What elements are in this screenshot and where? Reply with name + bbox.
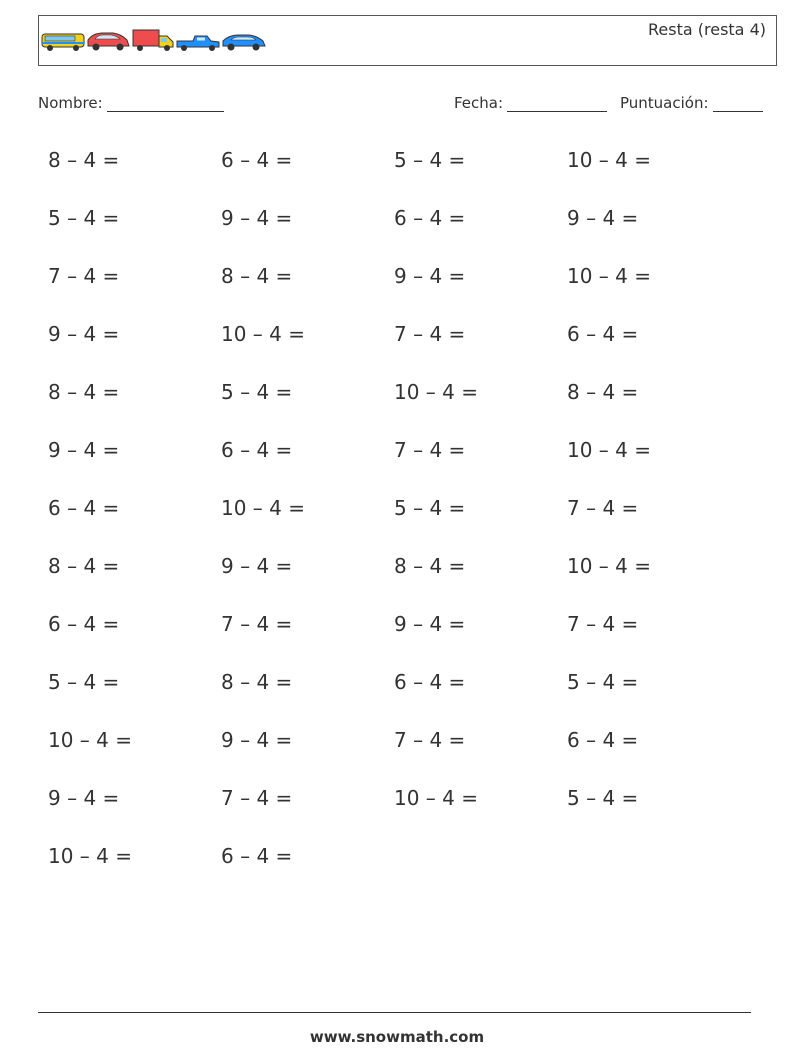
problem-item: 7 – 4 = xyxy=(394,728,466,752)
problem-item: 10 – 4 = xyxy=(221,496,306,520)
problem-item: 5 – 4 = xyxy=(221,380,293,404)
problem-item: 5 – 4 = xyxy=(394,496,466,520)
problem-item: 6 – 4 = xyxy=(221,438,293,462)
problem-item: 5 – 4 = xyxy=(48,206,120,230)
problem-item: 9 – 4 = xyxy=(221,554,293,578)
problem-item: 7 – 4 = xyxy=(567,496,639,520)
worksheet-header xyxy=(38,15,777,66)
problem-item: 10 – 4 = xyxy=(48,844,133,868)
car-icon xyxy=(88,33,129,51)
problem-item: 10 – 4 = xyxy=(48,728,133,752)
problem-item: 10 – 4 = xyxy=(394,786,479,810)
problem-item: 8 – 4 = xyxy=(394,554,466,578)
problem-item: 6 – 4 = xyxy=(48,496,120,520)
problem-item: 10 – 4 = xyxy=(394,380,479,404)
footer-divider xyxy=(38,1012,751,1013)
problem-item: 6 – 4 = xyxy=(221,844,293,868)
name-field xyxy=(38,94,224,112)
problem-item: 10 – 4 = xyxy=(567,264,652,288)
problem-item: 6 – 4 = xyxy=(394,670,466,694)
problem-item: 8 – 4 = xyxy=(221,670,293,694)
problem-item: 9 – 4 = xyxy=(394,612,466,636)
problem-item: 7 – 4 = xyxy=(221,786,293,810)
problem-item: 6 – 4 = xyxy=(567,728,639,752)
date-field xyxy=(454,94,607,112)
problem-item: 6 – 4 = xyxy=(221,148,293,172)
footer-website: www.snowmath.com xyxy=(309,1028,485,1046)
name-blank xyxy=(107,97,224,112)
problem-item: 9 – 4 = xyxy=(567,206,639,230)
date-label: Fecha: xyxy=(454,94,504,112)
problem-item: 8 – 4 = xyxy=(221,264,293,288)
problem-item: 7 – 4 = xyxy=(48,264,120,288)
problem-item: 5 – 4 = xyxy=(567,786,639,810)
problem-item: 9 – 4 = xyxy=(394,264,466,288)
problem-item: 8 – 4 = xyxy=(48,380,120,404)
problem-item: 5 – 4 = xyxy=(48,670,120,694)
score-field xyxy=(620,94,763,112)
car-icon xyxy=(223,35,265,51)
score-blank xyxy=(713,97,763,112)
problem-item: 6 – 4 = xyxy=(567,322,639,346)
problem-item: 10 – 4 = xyxy=(567,554,652,578)
problem-item: 6 – 4 = xyxy=(48,612,120,636)
date-blank xyxy=(507,97,607,112)
truck-icon xyxy=(133,30,173,51)
pickup-icon xyxy=(177,36,219,51)
problem-item: 7 – 4 = xyxy=(567,612,639,636)
problem-item: 9 – 4 = xyxy=(221,206,293,230)
vehicles-strip xyxy=(41,28,271,54)
problem-item: 9 – 4 = xyxy=(221,728,293,752)
problem-item: 5 – 4 = xyxy=(394,148,466,172)
van-icon xyxy=(42,34,84,51)
problem-item: 10 – 4 = xyxy=(567,148,652,172)
problem-item: 9 – 4 = xyxy=(48,322,120,346)
worksheet-title: Resta (resta 4) xyxy=(648,20,766,39)
problem-item: 9 – 4 = xyxy=(48,786,120,810)
problem-item: 5 – 4 = xyxy=(567,670,639,694)
problem-item: 7 – 4 = xyxy=(394,438,466,462)
problem-item: 8 – 4 = xyxy=(48,148,120,172)
problem-item: 8 – 4 = xyxy=(567,380,639,404)
problem-item: 7 – 4 = xyxy=(221,612,293,636)
problem-item: 10 – 4 = xyxy=(567,438,652,462)
problem-item: 6 – 4 = xyxy=(394,206,466,230)
problem-item: 9 – 4 = xyxy=(48,438,120,462)
problem-item: 10 – 4 = xyxy=(221,322,306,346)
problem-item: 8 – 4 = xyxy=(48,554,120,578)
name-label: Nombre: xyxy=(38,94,103,112)
problem-item: 7 – 4 = xyxy=(394,322,466,346)
score-label: Puntuación: xyxy=(620,94,709,112)
